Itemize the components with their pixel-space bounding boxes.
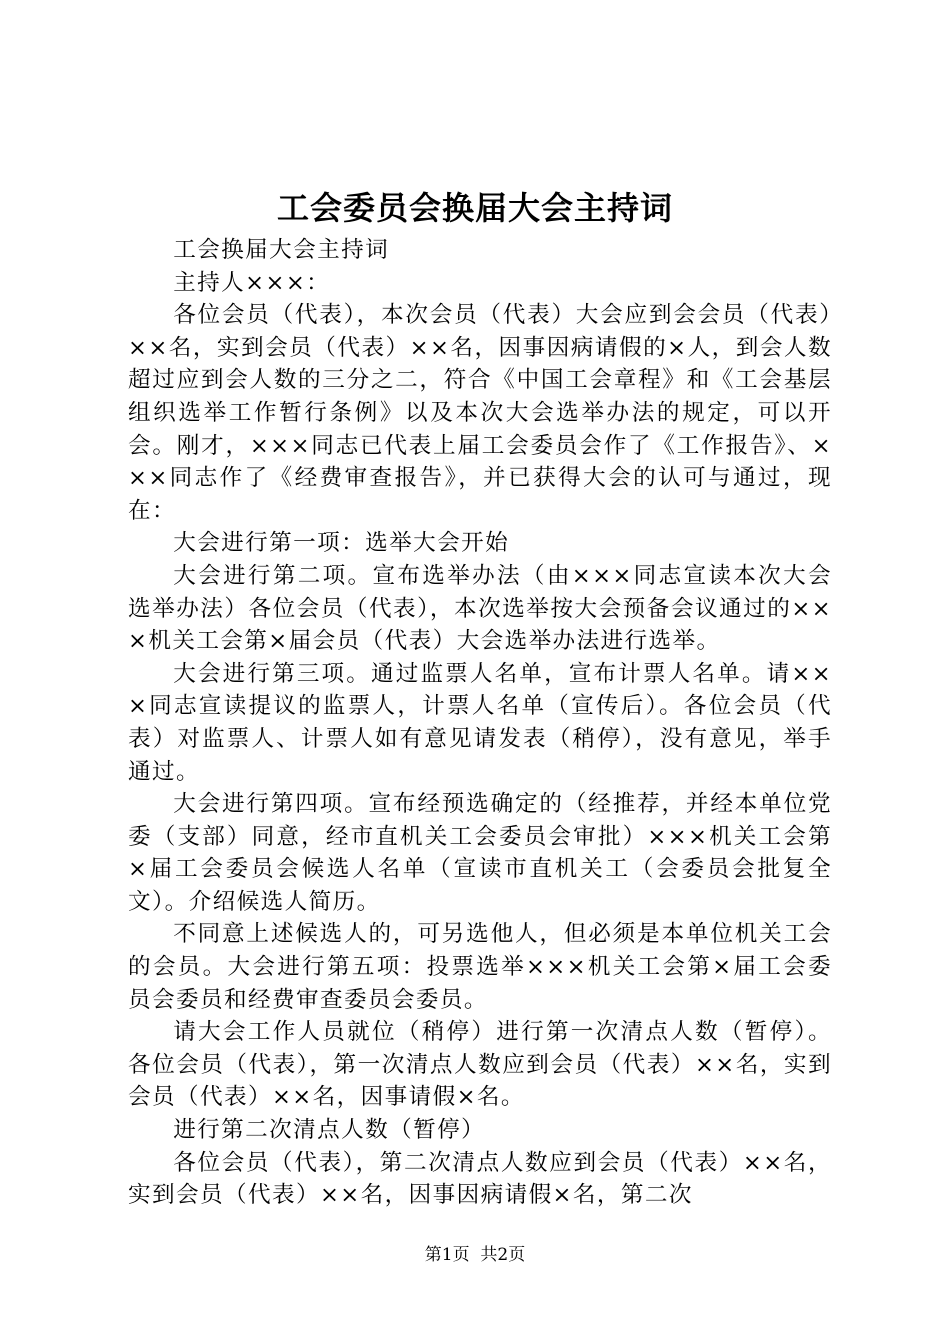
paragraph-opening: 各位会员（代表），本次会员（代表）大会应到会会员（代表）××名，实到会员（代表）××名，因事因病请假的×人，到会人数超过应到会人数的三分之二，符合《中国工会章程》和《工会基层组织选举工作暂行条例》以及本次大会选举办法的规定，可以开会。刚才，×××同志已代表上届工会委员会作了《工作报告》、×××同志作了《经费审查报告》，并已获得大会的认可与通过，现在： (128, 302, 832, 524)
paragraph-subtitle: 工会换届大会主持词 (173, 237, 390, 263)
paragraph-item-1: 大会进行第一项：选举大会开始 (173, 530, 510, 557)
paragraph-second-count: 各位会员（代表），第二次清点人数应到会员（代表）××名，实到会员（代表）××名，因事因病请假×名，第二次 (128, 1149, 832, 1209)
paragraph-item-5: 不同意上述候选人的，可另选他人，但必须是本单位机关工会的会员。大会进行第五项：投票选举×××机关工会第×届工会委员会委员和经费审查委员会委员。 (128, 921, 832, 1013)
paragraph-host: 主持人×××： (173, 269, 331, 296)
paragraph-item-4: 大会进行第四项。宣布经预选确定的（经推荐，并经本单位党委（支部）同意，经市直机关工会委员会审批）×××机关工会第×届工会委员会候选人名单（宣读市直机关工（会委员会批复全文）。介绍候选人简历。 (128, 791, 832, 915)
paragraph-second-count-heading: 进行第二次清点人数（暂停） (173, 1117, 486, 1144)
document-body (128, 234, 832, 1212)
page-number: 第1页 (424, 1245, 470, 1265)
document-title: 工会委员会换届大会主持词 (276, 189, 673, 227)
paragraph-item-3: 大会进行第三项。通过监票人名单，宣布计票人名单。请×××同志宣读提议的监票人，计票人名单（宣传后）。各位会员（代表）对监票人、计票人如有意见请发表（稍停），没有意见，举手通过。 (128, 660, 832, 785)
paragraph-first-count: 请大会工作人员就位（稍停）进行第一次清点人数（暂停）。各位会员（代表），第一次清点人数应到会员（代表）××名，实到会员（代表）××名，因事请假×名。 (128, 1019, 832, 1111)
page-footer (0, 1244, 950, 1266)
page-total: 共2页 (480, 1245, 526, 1265)
paragraph-item-2: 大会进行第二项。宣布选举办法（由×××同志宣读本次大会选举办法）各位会员（代表），本次选举按大会预备会议通过的×××机关工会第×届会员（代表）大会选举办法进行选举。 (128, 562, 832, 655)
footer-separator (470, 1245, 481, 1265)
